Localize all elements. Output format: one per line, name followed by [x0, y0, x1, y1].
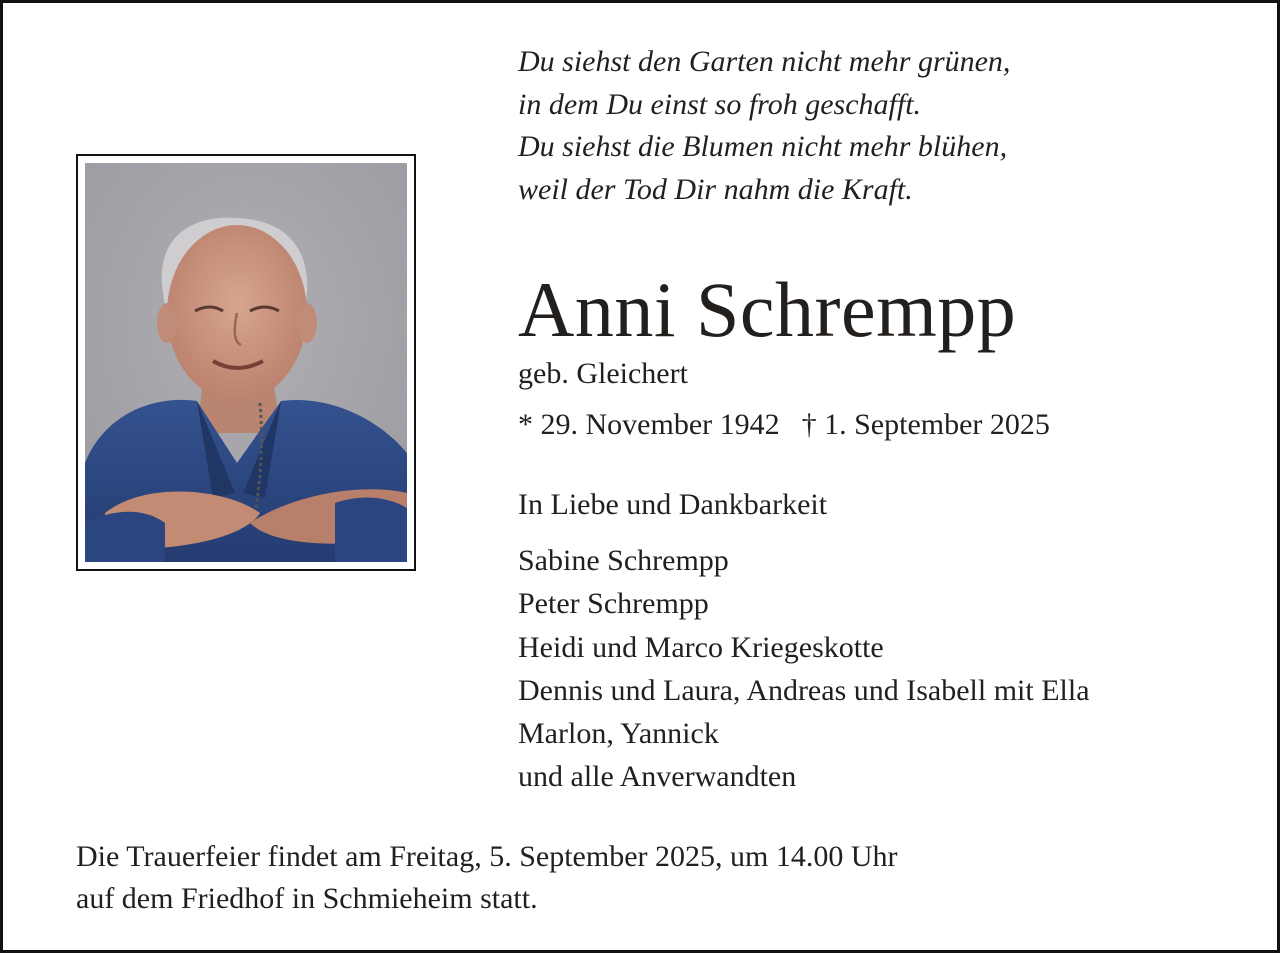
mourner-name: Peter Schrempp: [518, 587, 709, 621]
funeral-info: [76, 836, 897, 920]
portrait-photo: [85, 163, 407, 562]
mourner-name: Marlon, Yannick: [518, 717, 719, 751]
poem-line: weil der Tod Dir nahm die Kraft.: [518, 172, 913, 206]
life-dates: [518, 407, 1050, 443]
mourners-list: [518, 539, 1090, 799]
mourner-name: Heidi und Marco Kriegeskotte: [518, 630, 884, 664]
poem-line: in dem Du einst so froh geschafft.: [518, 87, 922, 121]
funeral-info-line: auf dem Friedhof in Schmieheim statt.: [76, 882, 538, 915]
mourner-name: und alle Anverwandten: [518, 760, 797, 794]
portrait-frame: [76, 154, 416, 571]
funeral-info-line: Die Trauerfeier findet am Freitag, 5. September 2025, um 14.00 Uhr: [76, 840, 898, 873]
death-date: † 1. September 2025: [801, 408, 1050, 441]
maiden-name: geb. Gleichert: [518, 357, 688, 390]
mourner-name: Sabine Schrempp: [518, 544, 729, 577]
deceased-name: Anni Schrempp: [518, 266, 1017, 353]
poem-line: Du siehst den Garten nicht mehr grünen,: [518, 45, 1011, 78]
mourner-name: Dennis und Laura, Andreas und Isabell mit Ella: [518, 673, 1090, 707]
birth-date: * 29. November 1942: [518, 408, 780, 441]
portrait-illustration: [85, 163, 407, 562]
memorial-poem: [518, 41, 1218, 211]
poem-line: Du siehst die Blumen nicht mehr blühen,: [518, 130, 1008, 163]
dedication-line: In Liebe und Dankbarkeit: [518, 488, 828, 521]
